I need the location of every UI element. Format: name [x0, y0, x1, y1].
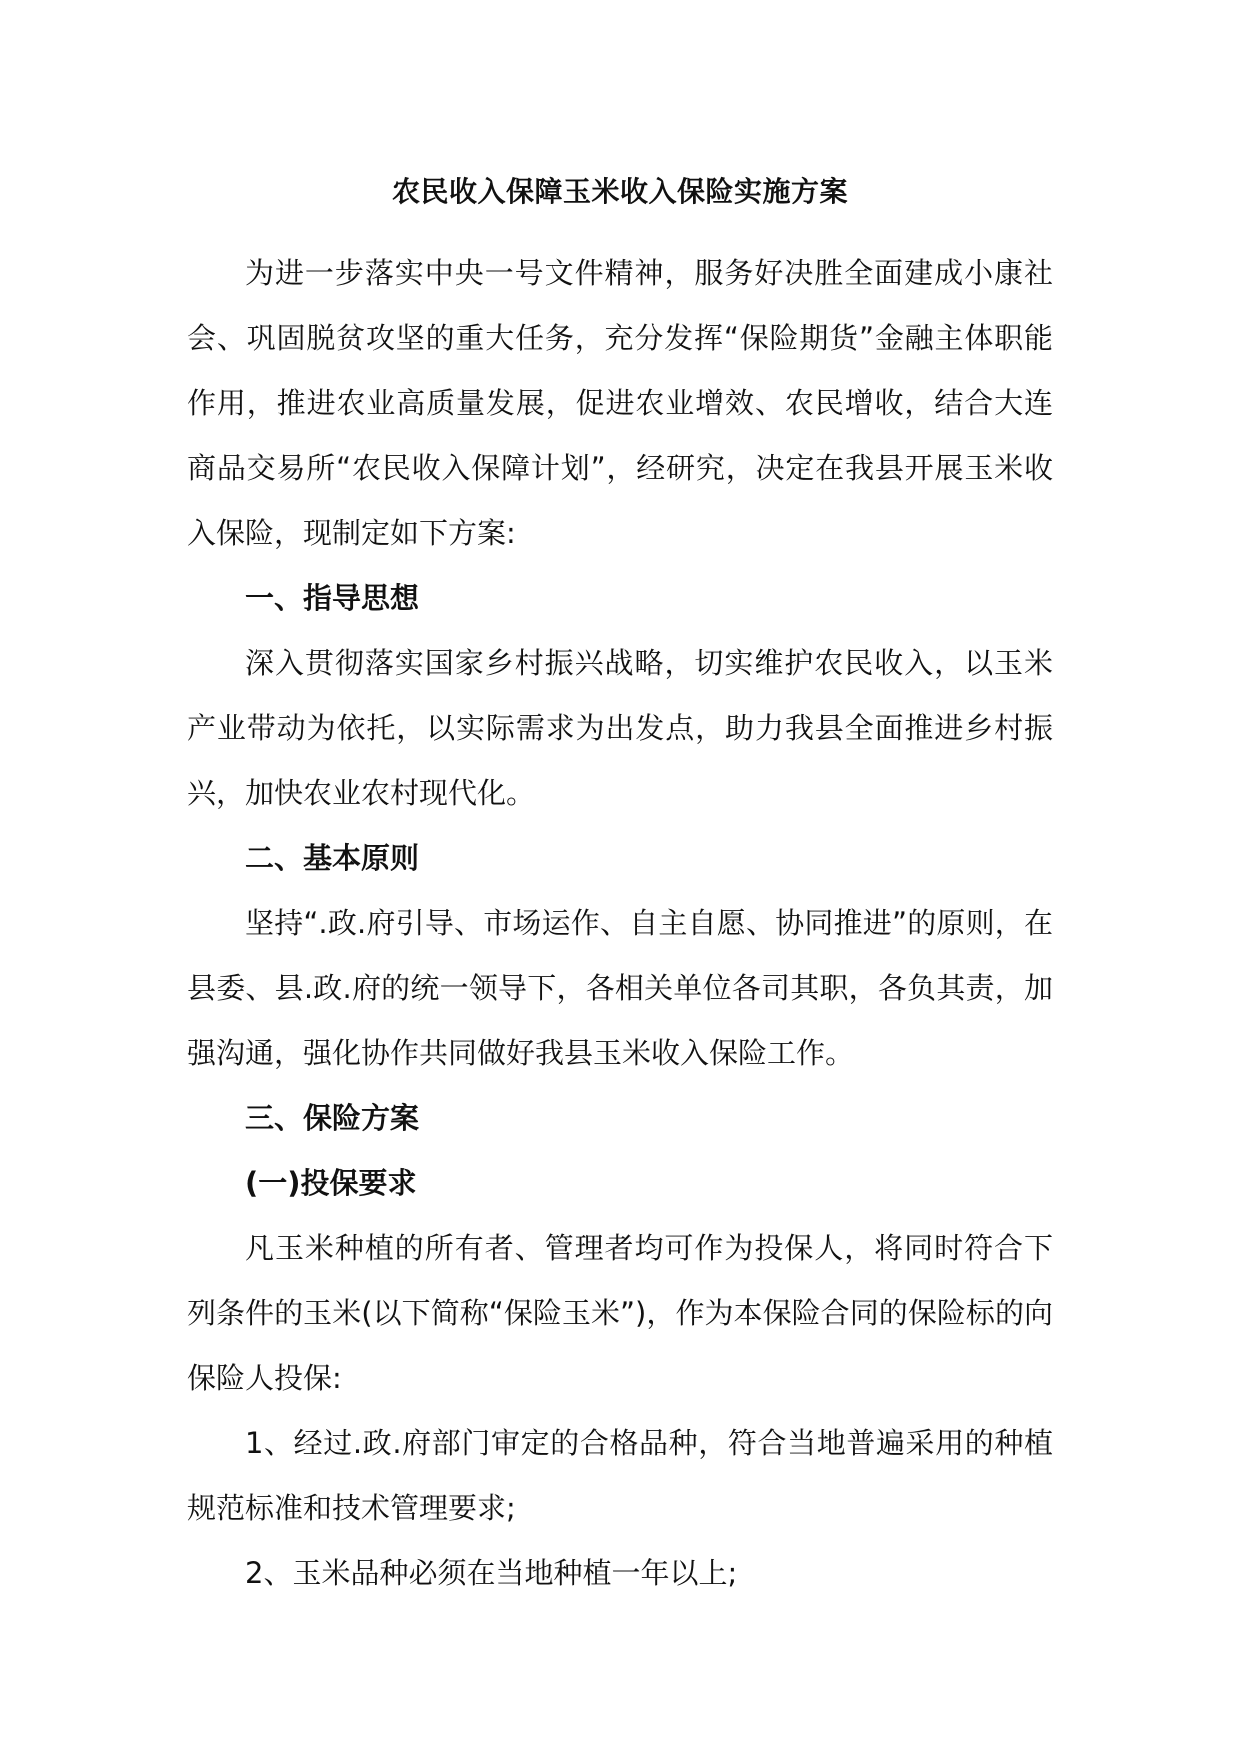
insurance-requirements-paragraph: 凡玉米种植的所有者、管理者均可作为投保人，将同时符合下列条件的玉米(以下简称“保险玉米”)，作为本保险合同的保险标的向保险人投保:	[187, 1231, 1053, 1395]
section-heading-insurance-plan: 三、保险方案	[245, 1101, 420, 1135]
intro-paragraph: 为进一步落实中央一号文件精神，服务好决胜全面建成小康社会、巩固脱贫攻坚的重大任务，充分发挥“保险期货”金融主体职能作用，推进农业高质量发展，促进农业增效、农民增收，结合大连商品交易所“农民收入保障计划”，经研究，决定在我县开展玉米收入保险，现制定如下方案:	[187, 256, 1053, 550]
section-heading-basic-principles: 二、基本原则	[245, 841, 420, 875]
document-title: 农民收入保障玉米收入保险实施方案	[391, 175, 848, 208]
section-heading-guiding-ideology: 一、指导思想	[245, 581, 420, 615]
requirement-item-1: 1、经过.政.府部门审定的合格品种，符合当地普遍采用的种植规范标准和技术管理要求;	[187, 1426, 1053, 1525]
document-body	[187, 241, 1053, 1606]
guiding-ideology-paragraph: 深入贯彻落实国家乡村振兴战略，切实维护农民收入，以玉米产业带动为依托，以实际需求为出发点，助力我县全面推进乡村振兴，加快农业农村现代化。	[187, 646, 1053, 810]
requirement-item-2: 2、玉米品种必须在当地种植一年以上;	[245, 1556, 738, 1590]
basic-principles-paragraph: 坚持“.政.府引导、市场运作、自主自愿、协同推进”的原则，在县委、县.政.府的统一领导下，各相关单位各司其职，各负其责，加强沟通，强化协作共同做好我县玉米收入保险工作。	[187, 906, 1053, 1070]
subsection-heading-insurance-requirements: (一)投保要求	[245, 1166, 417, 1200]
